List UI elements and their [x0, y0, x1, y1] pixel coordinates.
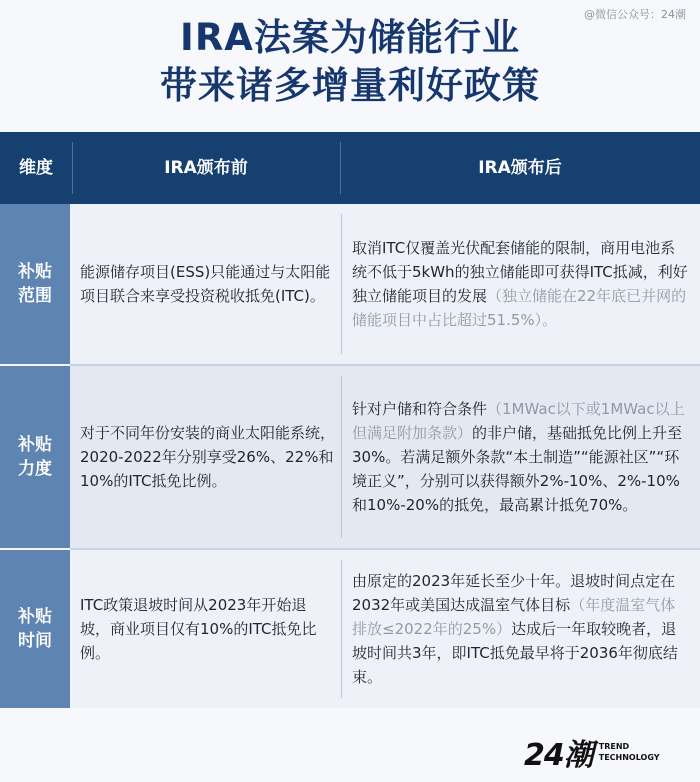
row-label-line1: 补贴 — [18, 435, 52, 455]
watermark: @微信公众号：24潮 — [584, 8, 686, 21]
after-text-pre: 针对户储和符合条件 — [352, 400, 488, 418]
before-cell — [80, 550, 336, 708]
before-text: 能源储存项目(ESS)只能通过与太阳能项目联合来享受投资税收抵免(ITC)。 — [80, 263, 331, 305]
after-text-pre: 由原定的2023年延长至少十年。退坡时间点定在2032年或美国达成温室气体目标 — [352, 572, 676, 614]
row-label — [0, 366, 70, 548]
row-label-line2: 范围 — [18, 286, 52, 306]
after-cell — [352, 550, 690, 708]
row-label — [0, 204, 70, 364]
before-text: ITC政策退坡时间从2023年开始退坡，商业项目仅有10%的ITC抵免比例。 — [80, 596, 317, 662]
row-label-line1: 补贴 — [18, 262, 52, 282]
before-text: 对于不同年份安装的商业太阳能系统，2020-2022年分别享受26%、22%和10%的ITC抵免比例。 — [80, 424, 336, 490]
table-row — [0, 550, 700, 708]
title-line-1: IRA法案为储能行业 — [180, 16, 520, 59]
title-line-2: 带来诸多增量利好政策 — [160, 64, 540, 107]
after-text: 取消ITC仅覆盖光伏配套储能的限制，商用电池系统不低于5kWh的独立储能即可获得ITC抵减，利好独立储能项目的发展 — [352, 239, 688, 305]
row-label-line2: 力度 — [18, 459, 52, 479]
logo-line-2: TECHNOLOGY — [598, 753, 660, 762]
before-cell — [80, 204, 336, 364]
after-cell — [352, 366, 690, 548]
after-text-post: 的非户储，基础抵免比例上升至30%。若满足额外条款“本土制造”“能源社区”“环境正义”，分别可以获得额外2%-10%、2%-10%和10%-20%的抵免，最高累计抵免70%。 — [352, 424, 683, 514]
row-label — [0, 550, 70, 708]
header-after: IRA颁布后 — [478, 158, 562, 178]
after-cell — [352, 204, 690, 364]
row-label-line1: 补贴 — [18, 607, 52, 627]
table-row — [0, 204, 700, 364]
header-dimension: 维度 — [19, 158, 53, 178]
after-note: （年度温室气体排放≤2022年的25%） — [352, 596, 676, 638]
brand-logo — [524, 732, 660, 772]
logo-line-1: TREND — [598, 742, 630, 751]
page-title — [0, 14, 700, 110]
table-header — [0, 132, 700, 204]
header-before: IRA颁布前 — [164, 158, 248, 178]
table-row — [0, 366, 700, 548]
after-note: （独立储能在22年底已并网的储能项目中占比超过51.5%）。 — [352, 287, 687, 329]
row-label-line2: 时间 — [18, 631, 52, 651]
before-cell — [80, 366, 336, 548]
after-note: （1MWac以下或1MWac以上但满足附加条款） — [352, 400, 685, 442]
after-text-post: 达成后一年取较晚者，退坡时间共3年，即ITC抵免最早将于2036年彻底结束。 — [352, 620, 678, 686]
logo-mark: 24潮 — [524, 738, 593, 773]
